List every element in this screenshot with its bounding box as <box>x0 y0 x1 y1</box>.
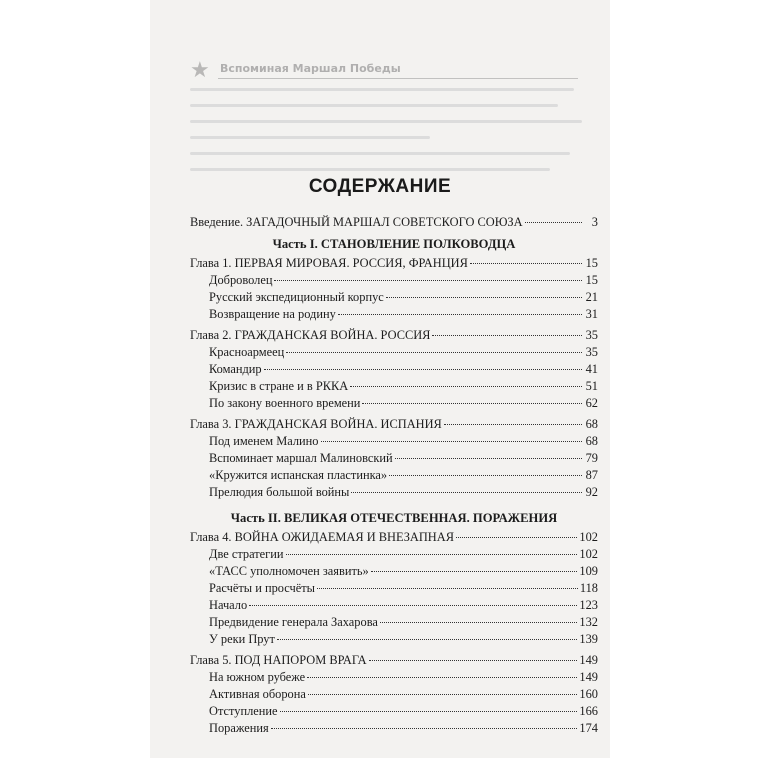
toc-section-title: Поражения <box>209 721 269 735</box>
toc-section-title: Предвидение генерала Захарова <box>209 615 378 629</box>
toc-section <box>190 433 598 450</box>
toc-section-page: 15 <box>585 273 598 287</box>
toc-section <box>190 378 598 395</box>
toc-section <box>190 395 598 412</box>
toc-section-title: «ТАСС уполномочен заявить» <box>209 564 369 578</box>
dot-leader <box>264 369 582 370</box>
toc-chapter-page: 68 <box>585 417 598 431</box>
toc-section <box>190 467 598 484</box>
toc-chapter-page: 15 <box>585 256 598 270</box>
toc-section-title: По закону военного времени <box>209 396 361 410</box>
dot-leader <box>470 263 582 264</box>
toc-section-title: Русский экспедиционный корпус <box>209 290 384 304</box>
toc-section-page: 62 <box>585 396 598 410</box>
dot-leader <box>389 475 582 476</box>
toc-chapter-title: Глава 2. ГРАЖДАНСКАЯ ВОЙНА. РОССИЯ <box>190 328 431 342</box>
toc-section-page: 87 <box>585 468 598 482</box>
toc-section-page: 92 <box>585 485 598 499</box>
toc-section <box>190 703 598 720</box>
dot-leader <box>380 622 578 623</box>
toc-section-title: Начало <box>209 598 248 612</box>
dot-leader <box>286 352 582 353</box>
running-header-title: Вспоминая Маршал Победы <box>220 62 401 75</box>
toc-section-title: Командир <box>209 362 262 376</box>
toc-section <box>190 344 598 361</box>
toc-chapter-page: 35 <box>585 328 598 342</box>
toc-section-page: 21 <box>585 290 598 304</box>
dot-leader <box>274 280 582 281</box>
toc-section-title: Активная оборона <box>209 687 306 701</box>
toc-section <box>190 580 598 597</box>
bleed-through-text <box>190 88 590 184</box>
star-icon: ★ <box>190 58 210 83</box>
toc-part-heading: Часть II. ВЕЛИКАЯ ОТЕЧЕСТВЕННАЯ. ПОРАЖЕНИЯ <box>230 511 558 525</box>
toc-section <box>190 563 598 580</box>
toc-section-title: Отступление <box>209 704 278 718</box>
toc-chapter-title: Глава 3. ГРАЖДАНСКАЯ ВОЙНА. ИСПАНИЯ <box>190 417 442 431</box>
toc-section <box>190 669 598 686</box>
toc-section-page: 31 <box>585 307 598 321</box>
dot-leader <box>444 424 582 425</box>
dot-leader <box>351 492 582 493</box>
header-rule <box>218 78 578 79</box>
toc-chapter-title: Глава 5. ПОД НАПОРОМ ВРАГА <box>190 653 367 667</box>
toc-section <box>190 614 598 631</box>
toc-section-page: 68 <box>585 434 598 448</box>
toc-section-title: Вспоминает маршал Малиновский <box>209 451 393 465</box>
toc-section-page: 132 <box>579 615 598 629</box>
dot-leader <box>307 677 577 678</box>
toc-section <box>190 361 598 378</box>
toc-section-page: 79 <box>585 451 598 465</box>
toc-section-title: Две стратегии <box>209 547 284 561</box>
toc-title: СОДЕРЖАНИЕ <box>308 176 452 197</box>
dot-leader <box>362 403 582 404</box>
table-of-contents <box>190 214 598 741</box>
toc-section-page: 160 <box>579 687 598 701</box>
dot-leader <box>321 441 583 442</box>
dot-leader <box>456 537 577 538</box>
toc-chapter <box>190 255 598 272</box>
toc-section-page: 41 <box>585 362 598 376</box>
toc-section-title: Кризис в стране и в РККА <box>209 379 349 393</box>
toc-part-heading: Часть I. СТАНОВЛЕНИЕ ПОЛКОВОДЦА <box>272 237 516 251</box>
dot-leader <box>432 335 582 336</box>
toc-section <box>190 289 598 306</box>
toc-section-page: 174 <box>579 721 598 735</box>
toc-section-title: Расчёты и просчёты <box>209 581 315 595</box>
toc-section <box>190 597 598 614</box>
toc-chapter-page: 149 <box>579 653 598 667</box>
toc-chapter <box>190 652 598 669</box>
toc-intro-title: Введение. ЗАГАДОЧНЫЙ МАРШАЛ СОВЕТСКОГО СОЮЗА <box>190 215 523 229</box>
dot-leader <box>317 588 578 589</box>
toc-section-page: 123 <box>579 598 598 612</box>
toc-section <box>190 306 598 323</box>
toc-intro <box>190 214 598 231</box>
dot-leader <box>525 222 582 223</box>
dot-leader <box>338 314 582 315</box>
toc-section-page: 166 <box>579 704 598 718</box>
toc-section-title: Возвращение на родину <box>209 307 336 321</box>
dot-leader <box>271 728 578 729</box>
toc-section <box>190 546 598 563</box>
toc-chapter-page: 102 <box>579 530 598 544</box>
dot-leader <box>286 554 578 555</box>
dot-leader <box>308 694 578 695</box>
toc-chapter <box>190 529 598 546</box>
toc-intro-page: 3 <box>591 215 598 229</box>
dot-leader <box>249 605 577 606</box>
toc-section-title: На южном рубеже <box>209 670 306 684</box>
toc-section <box>190 272 598 289</box>
dot-leader <box>350 386 582 387</box>
toc-section-page: 139 <box>579 632 598 646</box>
toc-chapter <box>190 416 598 433</box>
toc-section <box>190 484 598 501</box>
toc-section-page: 102 <box>579 547 598 561</box>
toc-section <box>190 450 598 467</box>
toc-chapter <box>190 327 598 344</box>
dot-leader <box>386 297 582 298</box>
toc-section <box>190 631 598 648</box>
toc-section-page: 118 <box>579 581 598 595</box>
toc-section-title: «Кружится испанская пластинка» <box>209 468 388 482</box>
toc-chapter-title: Глава 4. ВОЙНА ОЖИДАЕМАЯ И ВНЕЗАПНАЯ <box>190 530 454 544</box>
toc-section-title: Прелюдия большой войны <box>209 485 350 499</box>
toc-section-title: У реки Прут <box>209 632 275 646</box>
toc-section <box>190 686 598 703</box>
dot-leader <box>395 458 582 459</box>
toc-section-title: Под именем Малино <box>209 434 319 448</box>
toc-section-title: Доброволец <box>209 273 273 287</box>
toc-section-page: 35 <box>585 345 598 359</box>
dot-leader <box>277 639 578 640</box>
toc-section-page: 149 <box>579 670 598 684</box>
toc-section-page: 51 <box>585 379 598 393</box>
dot-leader <box>371 571 578 572</box>
toc-chapter-title: Глава 1. ПЕРВАЯ МИРОВАЯ. РОССИЯ, ФРАНЦИЯ <box>190 256 468 270</box>
toc-section-page: 109 <box>579 564 598 578</box>
dot-leader <box>369 660 578 661</box>
bleed-through-header <box>190 58 570 82</box>
dot-leader <box>280 711 578 712</box>
book-page <box>150 0 610 758</box>
toc-section <box>190 720 598 737</box>
toc-section-title: Красноармеец <box>209 345 285 359</box>
